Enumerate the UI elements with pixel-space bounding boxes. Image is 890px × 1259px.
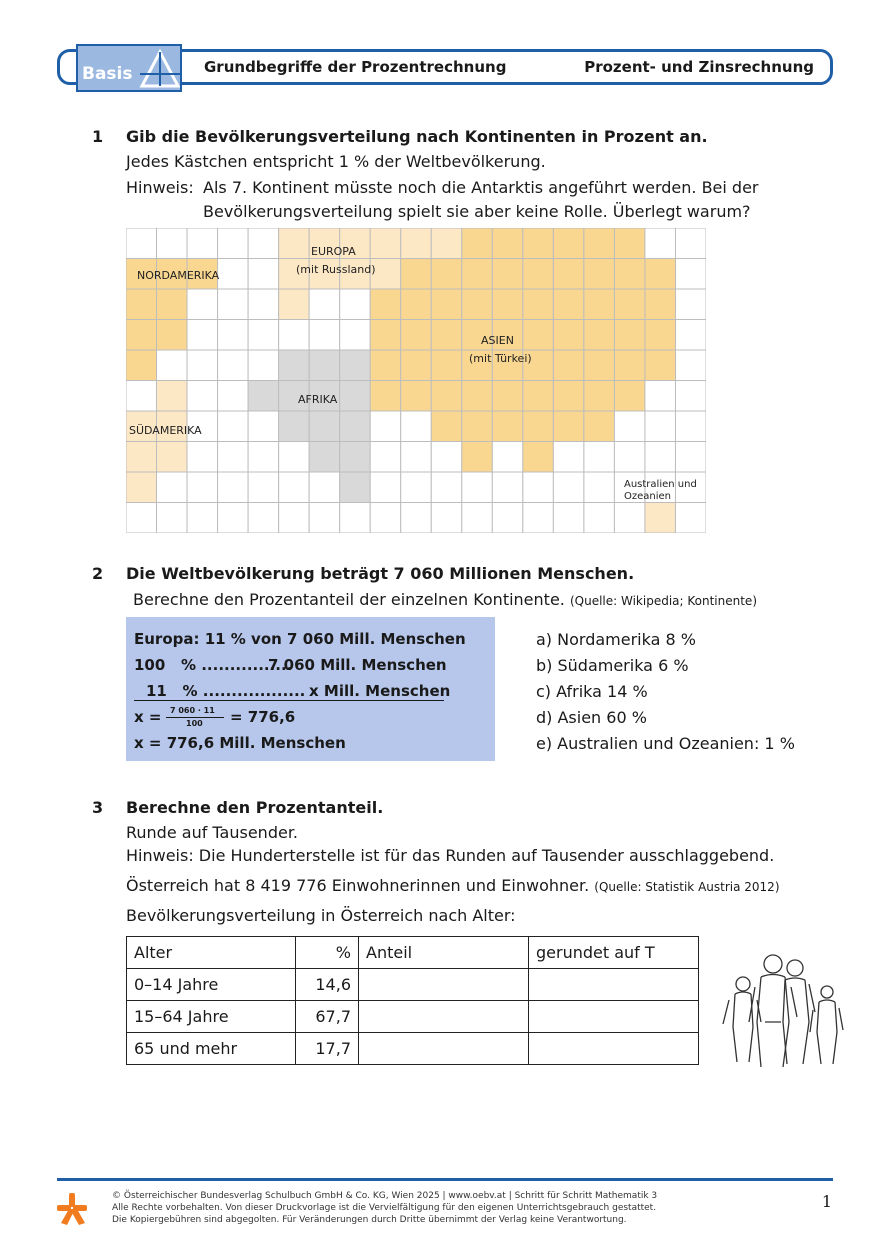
grid-cell	[340, 350, 371, 381]
table-row	[127, 969, 699, 1001]
grid-cell	[645, 228, 676, 259]
label-asien: ASIEN	[481, 334, 514, 347]
grid-cell	[126, 289, 157, 320]
grid-cell	[523, 381, 554, 412]
grid-cell	[492, 381, 523, 412]
grid-cell	[645, 350, 676, 381]
grid-cell	[492, 503, 523, 534]
grid-cell	[553, 320, 584, 351]
example-line2b: 7 060 Mill. Menschen	[268, 656, 447, 674]
grid-cell	[431, 503, 462, 534]
grid-cell	[645, 442, 676, 473]
task2-source: (Quelle: Wikipedia; Kontinente)	[569, 594, 757, 608]
grid-cell	[614, 289, 645, 320]
grid-cell	[614, 381, 645, 412]
grid-cell	[309, 411, 340, 442]
grid-cell	[126, 503, 157, 534]
grid-cell	[553, 472, 584, 503]
fraction-numerator: 7 060 · 11	[170, 706, 215, 715]
task2-text	[133, 590, 757, 609]
task3-line1: Runde auf Tausender.	[126, 823, 299, 842]
label-australien-2: Ozeanien	[624, 491, 672, 502]
task3-title: Berechne den Prozentanteil.	[126, 798, 384, 817]
grid-cell	[553, 442, 584, 473]
grid-cell	[187, 320, 218, 351]
page-number: 1	[821, 1192, 832, 1211]
cell-alter: 65 und mehr	[127, 1033, 296, 1065]
grid-cell	[675, 381, 706, 412]
grid-cell	[401, 381, 432, 412]
grid-cell	[462, 411, 493, 442]
task3-line4: Bevölkerungsverteilung in Österreich nach Alter:	[126, 906, 516, 925]
grid-cell	[431, 472, 462, 503]
grid-cell	[279, 289, 310, 320]
population-grid	[126, 228, 706, 533]
grid-cell	[157, 350, 188, 381]
grid-cell	[645, 289, 676, 320]
answer-e: e) Australien und Ozeanien: 1 %	[536, 734, 795, 753]
grid-cell	[492, 259, 523, 290]
grid-cell	[370, 381, 401, 412]
grid-cell	[645, 411, 676, 442]
grid-cell	[462, 503, 493, 534]
grid-cell	[553, 350, 584, 381]
grid-cell	[157, 320, 188, 351]
grid-cell	[584, 259, 615, 290]
grid-cell	[248, 228, 279, 259]
task1-number: 1	[92, 127, 104, 146]
grid-cell	[157, 503, 188, 534]
grid-cell	[523, 289, 554, 320]
grid-cell	[401, 350, 432, 381]
footer-line	[57, 1178, 833, 1181]
grid-cell	[584, 350, 615, 381]
grid-cell	[492, 411, 523, 442]
grid-cell	[218, 228, 249, 259]
grid-cell	[584, 320, 615, 351]
grid-cell	[584, 228, 615, 259]
task1-text: Jedes Kästchen entspricht 1 % der Weltbevölkerung.	[126, 152, 546, 171]
grid-cell	[431, 442, 462, 473]
grid-cell	[523, 472, 554, 503]
grid-cell	[309, 472, 340, 503]
grid-cell	[309, 320, 340, 351]
grid-cell	[157, 381, 188, 412]
grid-cell	[340, 472, 371, 503]
grid-cell	[279, 503, 310, 534]
grid-cell	[401, 442, 432, 473]
table-row	[127, 1033, 699, 1065]
grid-cell	[309, 442, 340, 473]
grid-cell	[553, 259, 584, 290]
label-europa: EUROPA	[311, 245, 356, 258]
age-table	[126, 936, 699, 1065]
grid-cell	[675, 411, 706, 442]
task1-hint-line2: Bevölkerungsverteilung spielt sie aber keine Rolle. Überlegt warum?	[203, 202, 751, 221]
footer-line2: Alle Rechte vorbehalten. Von dieser Druckvorlage ist die Vervielfältigung für den eigenen Unterrichtsgebrauch gestattet.	[112, 1203, 657, 1213]
grid-cell	[675, 442, 706, 473]
grid-cell	[279, 411, 310, 442]
label-europa-sub: (mit Russland)	[296, 263, 376, 276]
grid-cell	[553, 289, 584, 320]
example-line5: x = 776,6 Mill. Menschen	[134, 734, 346, 752]
grid-cell	[218, 411, 249, 442]
grid-cell	[462, 381, 493, 412]
th-anteil: Anteil	[359, 937, 529, 969]
grid-cell	[309, 350, 340, 381]
grid-cell	[340, 503, 371, 534]
task1-hint-line1: Als 7. Kontinent müsste noch die Antarktis angeführt werden. Bei der	[203, 178, 759, 197]
table-header-row	[127, 937, 699, 969]
grid-cell	[431, 320, 462, 351]
grid-cell	[279, 442, 310, 473]
grid-cell	[523, 411, 554, 442]
grid-cell	[370, 228, 401, 259]
grid-cell	[675, 503, 706, 534]
grid-cell	[675, 259, 706, 290]
example-line3b: x Mill. Menschen	[309, 682, 451, 700]
grid-cell	[584, 442, 615, 473]
grid-cell	[126, 350, 157, 381]
answer-d: d) Asien 60 %	[536, 708, 647, 727]
grid-cell	[157, 442, 188, 473]
example-line1: Europa: 11 % von 7 060 Mill. Menschen	[134, 630, 466, 648]
grid-cell	[370, 289, 401, 320]
th-percent: %	[296, 937, 359, 969]
grid-cell	[401, 472, 432, 503]
grid-cell	[553, 381, 584, 412]
grid-cell	[492, 442, 523, 473]
grid-cell	[523, 259, 554, 290]
grid-cell	[584, 411, 615, 442]
grid-cell	[492, 472, 523, 503]
grid-cell	[340, 411, 371, 442]
cell-gerundet-input[interactable]	[529, 1001, 699, 1033]
grid-cell	[492, 289, 523, 320]
grid-cell	[462, 289, 493, 320]
label-suedamerika: SÜDAMERIKA	[129, 424, 202, 437]
header-left-title: Grundbegriffe der Prozentrechnung	[204, 58, 507, 76]
example-box	[126, 617, 495, 761]
table-row	[127, 1001, 699, 1033]
grid-cell	[370, 503, 401, 534]
grid-cell	[523, 503, 554, 534]
label-asien-sub: (mit Türkei)	[469, 352, 532, 365]
grid-cell	[492, 228, 523, 259]
grid-cell	[675, 289, 706, 320]
grid-cell	[431, 381, 462, 412]
grid-cell	[187, 472, 218, 503]
grid-cell	[645, 381, 676, 412]
grid-cell	[462, 228, 493, 259]
grid-cell	[218, 503, 249, 534]
grid-cell	[279, 472, 310, 503]
grid-cell	[218, 472, 249, 503]
grid-cell	[248, 381, 279, 412]
cell-alter: 0–14 Jahre	[127, 969, 296, 1001]
grid-cell	[248, 320, 279, 351]
grid-cell	[187, 289, 218, 320]
grid-cell	[248, 442, 279, 473]
task1-title: Gib die Bevölkerungsverteilung nach Kontinenten in Prozent an.	[126, 127, 708, 146]
grid-cell	[126, 320, 157, 351]
grid-cell	[675, 228, 706, 259]
grid-cell	[370, 442, 401, 473]
cell-anteil-input[interactable]	[359, 1033, 529, 1065]
grid-cell	[340, 320, 371, 351]
grid-cell	[645, 503, 676, 534]
grid-cell	[340, 442, 371, 473]
grid-cell	[187, 442, 218, 473]
grid-cell	[370, 320, 401, 351]
grid-cell	[248, 289, 279, 320]
label-afrika: AFRIKA	[298, 393, 338, 406]
grid-cell	[584, 381, 615, 412]
grid-cell	[157, 289, 188, 320]
grid-cell	[401, 228, 432, 259]
grid-cell	[157, 472, 188, 503]
grid-cell	[401, 259, 432, 290]
th-alter: Alter	[127, 937, 296, 969]
grid-cell	[187, 350, 218, 381]
grid-cell	[126, 442, 157, 473]
task1-hint-label: Hinweis:	[126, 178, 194, 197]
grid-cell	[614, 228, 645, 259]
grid-cell	[462, 472, 493, 503]
grid-cell	[370, 411, 401, 442]
cell-percent: 17,7	[296, 1033, 359, 1065]
th-gerundet: gerundet auf T	[529, 937, 699, 969]
example-x-eq: x =	[134, 708, 162, 726]
example-line2a: 100 % ................	[134, 656, 293, 674]
example-result: = 776,6	[230, 708, 296, 726]
grid-cell	[523, 228, 554, 259]
fraction-denominator: 100	[186, 719, 203, 728]
grid-cell	[218, 381, 249, 412]
footer-line1: © Österreichischer Bundesverlag Schulbuch GmbH & Co. KG, Wien 2025 | www.oebv.at | Schritt für Schritt Mathematik 3	[112, 1191, 658, 1201]
grid-cell	[675, 350, 706, 381]
grid-cell	[401, 320, 432, 351]
grid-cell	[462, 259, 493, 290]
grid-cell	[401, 289, 432, 320]
grid-cell	[614, 350, 645, 381]
grid-cell	[584, 289, 615, 320]
grid-cell	[614, 442, 645, 473]
grid-cell	[584, 472, 615, 503]
grid-cell	[187, 381, 218, 412]
task3-number: 3	[92, 798, 104, 817]
grid-cell	[340, 381, 371, 412]
grid-cell	[675, 320, 706, 351]
cell-gerundet-input[interactable]	[529, 969, 699, 1001]
grid-cell	[462, 442, 493, 473]
grid-cell	[218, 442, 249, 473]
example-underline	[134, 700, 444, 701]
cell-anteil-input[interactable]	[359, 969, 529, 1001]
grid-cell	[157, 228, 188, 259]
grid-cell	[370, 472, 401, 503]
grid-cell	[431, 411, 462, 442]
answer-c: c) Afrika 14 %	[536, 682, 648, 701]
grid-cell	[431, 289, 462, 320]
grid-cell	[248, 411, 279, 442]
logo-label: Basis	[82, 64, 133, 84]
cell-anteil-input[interactable]	[359, 1001, 529, 1033]
grid-cell	[614, 411, 645, 442]
grid-cell	[126, 472, 157, 503]
task3-line3	[126, 876, 780, 895]
label-australien-1: Australien und	[624, 479, 697, 490]
answer-b: b) Südamerika 6 %	[536, 656, 689, 675]
grid-cell	[187, 503, 218, 534]
grid-cell	[126, 381, 157, 412]
footer-text	[112, 1190, 657, 1226]
cell-percent: 14,6	[296, 969, 359, 1001]
header-right-title: Prozent- und Zinsrechnung	[584, 58, 814, 76]
grid-cell	[340, 289, 371, 320]
grid-cell	[645, 259, 676, 290]
answer-a: a) Nordamerika 8 %	[536, 630, 696, 649]
grid-cell	[401, 503, 432, 534]
grid-cell	[370, 350, 401, 381]
grid-cell	[431, 350, 462, 381]
grid-cell	[431, 228, 462, 259]
grid-cell	[248, 350, 279, 381]
grid-cell	[645, 320, 676, 351]
task2-text-main: Berechne den Prozentanteil der einzelnen Kontinente.	[133, 590, 565, 609]
grid-cell	[309, 289, 340, 320]
hikers-illustration	[715, 952, 850, 1074]
grid-cell	[218, 259, 249, 290]
grid-cell	[584, 503, 615, 534]
cell-percent: 67,7	[296, 1001, 359, 1033]
grid-cell	[553, 228, 584, 259]
fraction-bar	[166, 717, 224, 718]
grid-cell	[279, 320, 310, 351]
grid-cell	[401, 411, 432, 442]
task3-source: (Quelle: Statistik Austria 2012)	[594, 880, 780, 894]
grid-cell	[218, 350, 249, 381]
grid-cell	[553, 503, 584, 534]
grid-cell	[248, 503, 279, 534]
grid-cell	[187, 228, 218, 259]
grid-cell	[553, 411, 584, 442]
grid-cell	[523, 320, 554, 351]
grid-cell	[431, 259, 462, 290]
grid-cell	[126, 228, 157, 259]
grid-cell	[523, 442, 554, 473]
grid-cell	[279, 350, 310, 381]
example-line3a: 11 % ..................	[146, 682, 306, 700]
oebv-logo-icon	[55, 1191, 89, 1227]
grid-cell	[279, 228, 310, 259]
cell-alter: 15–64 Jahre	[127, 1001, 296, 1033]
grid-cell	[614, 320, 645, 351]
grid-cell	[218, 320, 249, 351]
grid-cell	[309, 503, 340, 534]
task3-line2: Hinweis: Die Hunderterstelle ist für das Runden auf Tausender ausschlaggebend.	[126, 846, 775, 865]
task3-line3-main: Österreich hat 8 419 776 Einwohnerinnen und Einwohner.	[126, 876, 590, 895]
grid-cell	[614, 259, 645, 290]
grid-cell	[614, 503, 645, 534]
footer-line3: Die Kopiergebühren sind abgegolten. Für Veränderungen durch Dritte übernimmt der Verlag keine Verantwortung.	[112, 1215, 627, 1225]
label-nordamerika: NORDAMERIKA	[137, 269, 220, 282]
grid-cell	[248, 472, 279, 503]
task2-number: 2	[92, 564, 104, 583]
task2-title: Die Weltbevölkerung beträgt 7 060 Millionen Menschen.	[126, 564, 635, 583]
grid-cell	[248, 259, 279, 290]
cell-gerundet-input[interactable]	[529, 1033, 699, 1065]
grid-cell	[218, 289, 249, 320]
